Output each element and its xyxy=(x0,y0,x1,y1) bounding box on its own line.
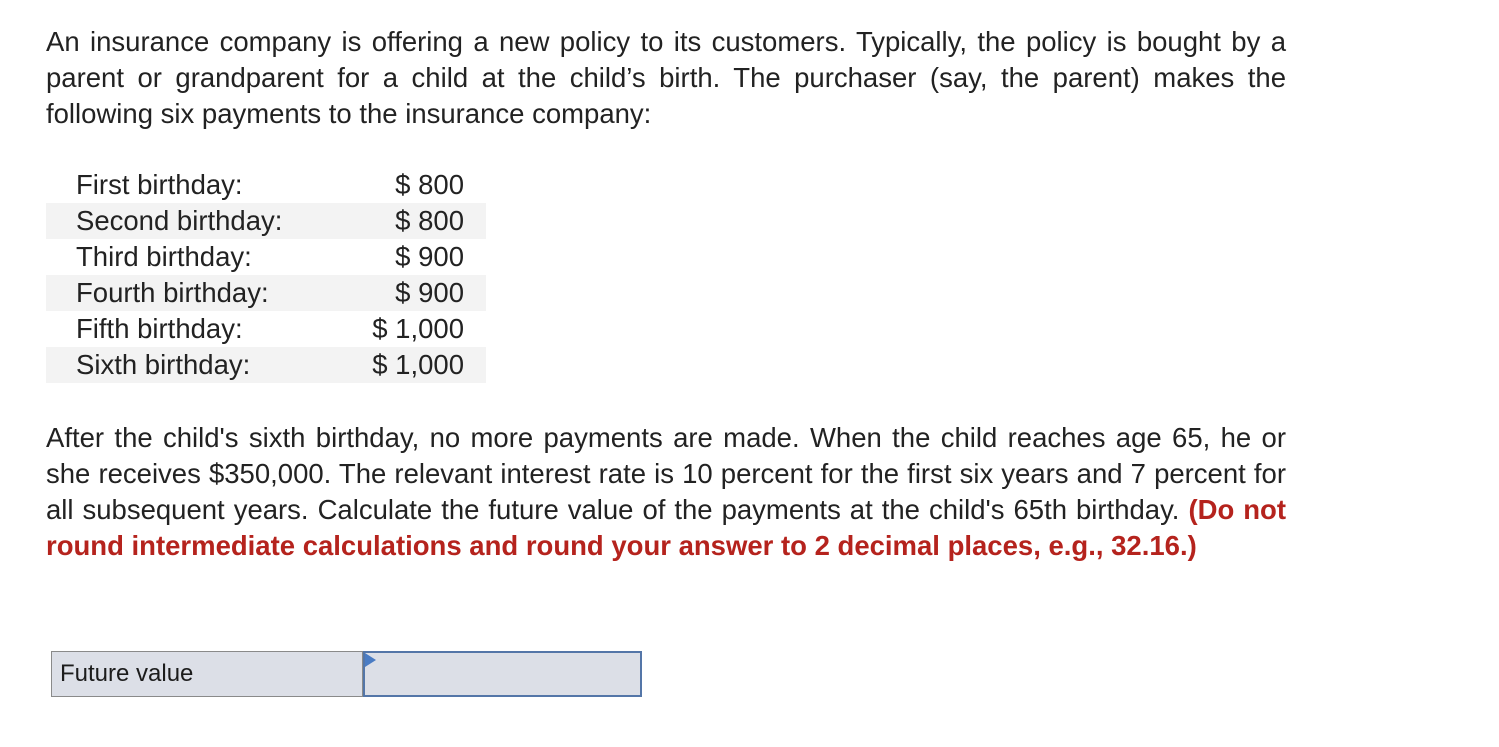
payment-label: First birthday: xyxy=(76,169,243,200)
payment-amount: $ 1,000 xyxy=(343,347,486,383)
table-row xyxy=(46,275,486,311)
payment-label: Fifth birthday: xyxy=(76,313,243,344)
payment-label: Third birthday: xyxy=(76,241,252,272)
payment-label: Sixth birthday: xyxy=(46,347,343,383)
table-row xyxy=(46,203,486,239)
payment-label: Fourth birthday: xyxy=(46,275,343,311)
payment-amount: $ 1,000 xyxy=(372,313,464,344)
payment-amount: $ 800 xyxy=(343,203,486,239)
payment-amount: $ 900 xyxy=(395,241,464,272)
question-text: After the child's sixth birthday, no more payments are made. When the child reaches age 65, he or she receives $350,000. The relevant interest rate is 10 percent for the first six years and 7 percent for all subsequent years. Calculate the future value of the payments at the child's 65th birthday. xyxy=(46,422,1286,525)
flag-icon xyxy=(365,653,376,667)
future-value-field[interactable] xyxy=(363,651,642,697)
answer-row xyxy=(51,651,642,697)
question-body xyxy=(46,420,1286,564)
payment-amount: $ 900 xyxy=(343,275,486,311)
rounding-instruction: (Do not round intermediate calculations and round your answer to 2 decimal places, e.g., 32.16.) xyxy=(46,494,1286,561)
question-intro: An insurance company is offering a new policy to its customers. Typically, the policy is bought by a parent or grandparent for a child at the child’s birth. The purchaser (say, the parent) makes the following six payments to the insurance company: xyxy=(46,26,1286,129)
future-value-input[interactable] xyxy=(365,653,640,695)
payment-schedule-table xyxy=(46,167,486,383)
payment-label: Second birthday: xyxy=(46,203,343,239)
table-row xyxy=(46,239,486,275)
table-row xyxy=(46,347,486,383)
table-row xyxy=(46,167,486,203)
table-row xyxy=(46,311,486,347)
future-value-label: Future value xyxy=(51,651,363,697)
payment-amount: $ 800 xyxy=(395,169,464,200)
